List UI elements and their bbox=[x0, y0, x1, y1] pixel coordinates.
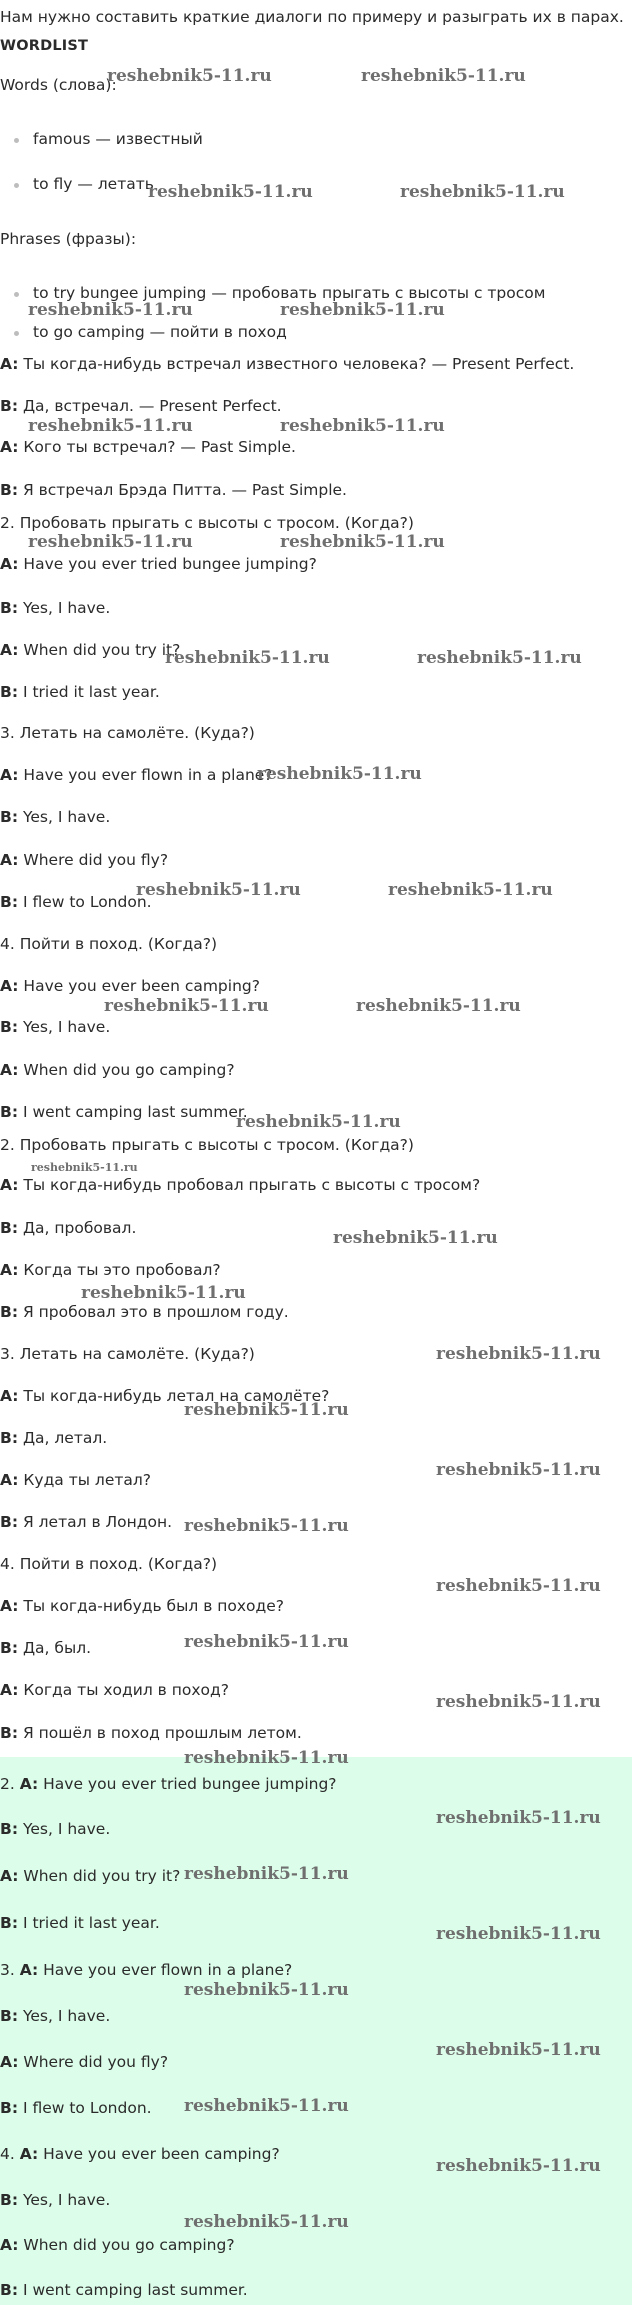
dialogue-line: A: Когда ты ходил в поход? bbox=[0, 1681, 229, 1699]
watermark: reshebnik5-11.ru bbox=[436, 2040, 601, 2060]
example-line: B: Да, встречал. — Present Perfect. bbox=[0, 397, 282, 415]
dialogue-line: B: Я пробовал это в прошлом году. bbox=[0, 1303, 289, 1321]
answer-line: 4. A: Have you ever been camping? bbox=[0, 2145, 280, 2163]
dialogue-line: B: I tried it last year. bbox=[0, 683, 160, 701]
watermark: reshebnik5-11.ru bbox=[165, 648, 330, 668]
watermark: reshebnik5-11.ru bbox=[148, 182, 313, 202]
words-heading: Words (слова): bbox=[0, 76, 117, 94]
watermark: reshebnik5-11.ru bbox=[400, 182, 565, 202]
dialogue-line: A: Have you ever tried bungee jumping? bbox=[0, 555, 317, 573]
watermark: reshebnik5-11.ru bbox=[361, 66, 526, 86]
example-line: B: Я встречал Брэда Питта. — Past Simple. bbox=[0, 481, 347, 499]
dialogue-line: B: Yes, I have. bbox=[0, 1018, 111, 1036]
watermark: reshebnik5-11.ru bbox=[436, 2156, 601, 2176]
dialogue-line: A: When did you go camping? bbox=[0, 1061, 235, 1079]
watermark: reshebnik5-11.ru bbox=[236, 1112, 401, 1132]
watermark: reshebnik5-11.ru bbox=[184, 1632, 349, 1652]
dialogue-line: A: Have you ever flown in a plane? bbox=[0, 766, 273, 784]
watermark: reshebnik5-11.ru bbox=[184, 1980, 349, 2000]
watermark: reshebnik5-11.ru bbox=[184, 1400, 349, 1420]
answer-line: B: Yes, I have. bbox=[0, 2191, 111, 2209]
watermark: reshebnik5-11.ru bbox=[81, 1283, 246, 1303]
dialogue-line: B: I flew to London. bbox=[0, 893, 152, 911]
answer-line: B: I flew to London. bbox=[0, 2099, 152, 2117]
dialogue-line: B: Да, пробовал. bbox=[0, 1219, 137, 1237]
dialogue-line: A: When did you try it? bbox=[0, 641, 181, 659]
answer-line: 2. A: Have you ever tried bungee jumping? bbox=[0, 1775, 337, 1793]
dialogue-title: 2. Пробовать прыгать с высоты с тросом. (Когда?) bbox=[0, 514, 414, 532]
watermark: reshebnik5-11.ru bbox=[184, 1748, 349, 1768]
watermark: reshebnik5-11.ru bbox=[257, 764, 422, 784]
answer-line: A: When did you go camping? bbox=[0, 2236, 235, 2254]
watermark: reshebnik5-11.ru bbox=[136, 880, 301, 900]
watermark: reshebnik5-11.ru bbox=[184, 2096, 349, 2116]
answer-line: 3. A: Have you ever flown in a plane? bbox=[0, 1961, 293, 1979]
watermark: reshebnik5-11.ru bbox=[28, 300, 193, 320]
dialogue-line: A: Where did you fly? bbox=[0, 851, 169, 869]
dialogue-line: A: Ты когда-нибудь пробовал прыгать с высоты с тросом? bbox=[0, 1176, 481, 1194]
watermark: reshebnik5-11.ru bbox=[107, 66, 272, 86]
dialogue-line: A: Куда ты летал? bbox=[0, 1471, 152, 1489]
dialogue-line: B: Я пошёл в поход прошлым летом. bbox=[0, 1724, 302, 1742]
watermark: reshebnik5-11.ru bbox=[104, 996, 269, 1016]
watermark: reshebnik5-11.ru bbox=[436, 1924, 601, 1944]
task-intro: Нам нужно составить краткие диалоги по примеру и разыграть их в парах. bbox=[0, 8, 624, 26]
answer-line: B: I went camping last summer. bbox=[0, 2281, 248, 2299]
dialogue-line: B: Yes, I have. bbox=[0, 599, 111, 617]
watermark: reshebnik5-11.ru bbox=[280, 532, 445, 552]
watermark: reshebnik5-11.ru bbox=[436, 1692, 601, 1712]
answer-line: A: When did you try it? bbox=[0, 1867, 181, 1885]
dialogue-line: B: Я летал в Лондон. bbox=[0, 1513, 173, 1531]
watermark: reshebnik5-11.ru bbox=[436, 1576, 601, 1596]
watermark: reshebnik5-11.ru bbox=[31, 1161, 138, 1174]
watermark: reshebnik5-11.ru bbox=[184, 1864, 349, 1884]
answer-line: B: Yes, I have. bbox=[0, 1820, 111, 1838]
example-line: A: Ты когда-нибудь встречал известного человека? — Present Perfect. bbox=[0, 355, 575, 373]
watermark: reshebnik5-11.ru bbox=[280, 416, 445, 436]
watermark: reshebnik5-11.ru bbox=[333, 1228, 498, 1248]
dialogue-title: 2. Пробовать прыгать с высоты с тросом. (Когда?) bbox=[0, 1136, 414, 1154]
dialogue-title: 4. Пойти в поход. (Когда?) bbox=[0, 1555, 218, 1573]
answer-line: B: I tried it last year. bbox=[0, 1914, 160, 1932]
watermark: reshebnik5-11.ru bbox=[356, 996, 521, 1016]
phrase-item: to go camping — пойти в поход bbox=[33, 323, 287, 341]
dialogue-line: B: Yes, I have. bbox=[0, 808, 111, 826]
phrase-item: to try bungee jumping — пробовать прыгать с высоты с тросом bbox=[33, 284, 546, 302]
watermark: reshebnik5-11.ru bbox=[280, 300, 445, 320]
dialogue-line: A: Ты когда-нибудь был в походе? bbox=[0, 1597, 285, 1615]
dialogue-line: A: Have you ever been camping? bbox=[0, 977, 260, 995]
watermark: reshebnik5-11.ru bbox=[184, 2212, 349, 2232]
watermark: reshebnik5-11.ru bbox=[28, 532, 193, 552]
answer-line: B: Yes, I have. bbox=[0, 2007, 111, 2025]
watermark: reshebnik5-11.ru bbox=[436, 1344, 601, 1364]
dialogue-line: A: Ты когда-нибудь летал на самолёте? bbox=[0, 1387, 330, 1405]
dialogue-line: B: I went camping last summer. bbox=[0, 1103, 248, 1121]
watermark: reshebnik5-11.ru bbox=[417, 648, 582, 668]
dialogue-line: B: Да, был. bbox=[0, 1639, 92, 1657]
dialogue-title: 3. Летать на самолёте. (Куда?) bbox=[0, 724, 255, 742]
watermark: reshebnik5-11.ru bbox=[388, 880, 553, 900]
dialogue-title: 4. Пойти в поход. (Когда?) bbox=[0, 935, 218, 953]
word-item: famous — известный bbox=[33, 130, 203, 148]
wordlist-heading: WORDLIST bbox=[0, 38, 89, 54]
dialogue-title: 3. Летать на самолёте. (Куда?) bbox=[0, 1345, 255, 1363]
watermark: reshebnik5-11.ru bbox=[436, 1808, 601, 1828]
watermark: reshebnik5-11.ru bbox=[28, 416, 193, 436]
dialogue-line: A: Когда ты это пробовал? bbox=[0, 1261, 221, 1279]
dialogue-line: B: Да, летал. bbox=[0, 1429, 108, 1447]
example-line: A: Кого ты встречал? — Past Simple. bbox=[0, 438, 296, 456]
watermark: reshebnik5-11.ru bbox=[436, 1460, 601, 1480]
phrases-heading: Phrases (фразы): bbox=[0, 230, 137, 248]
answer-line: A: Where did you fly? bbox=[0, 2053, 169, 2071]
watermark: reshebnik5-11.ru bbox=[184, 1516, 349, 1536]
word-item: to fly — летать bbox=[33, 175, 154, 193]
